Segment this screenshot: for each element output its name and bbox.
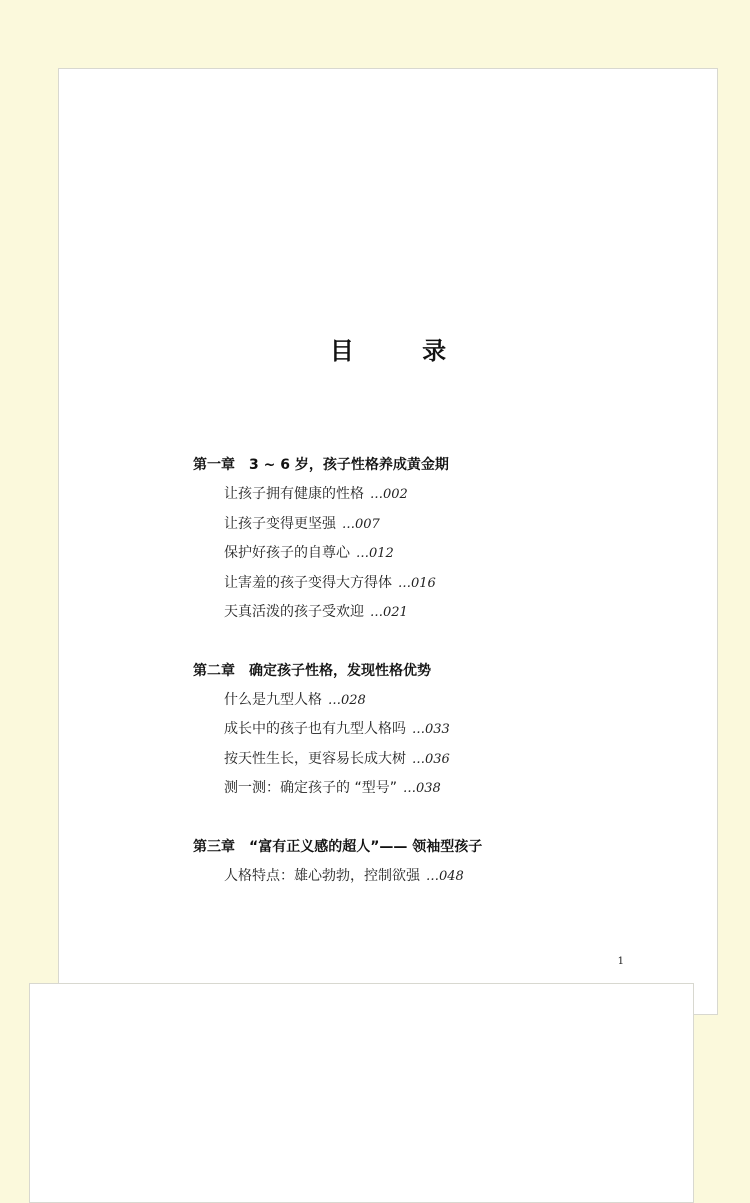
page-number: 1 (617, 956, 624, 967)
document-page (58, 68, 718, 1015)
chapter-number: 第二章 (193, 662, 235, 679)
entry-text: 人格特点：雄心勃勃，控制欲强 (224, 867, 420, 884)
chapter-3 (193, 833, 673, 892)
toc-entry (224, 480, 673, 510)
entry-page: …033 (412, 722, 450, 737)
entry-text: 天真活泼的孩子受欢迎 (224, 604, 364, 620)
entry-page: …038 (402, 781, 441, 796)
entry-text: 成长中的孩子也有九型人格吗 (224, 721, 406, 737)
chapter-heading (193, 833, 673, 862)
entry-text: 保护好孩子的自尊心 (224, 545, 350, 561)
toc-entry (224, 774, 673, 804)
table-of-contents (193, 451, 673, 920)
toc-entry (224, 539, 673, 569)
entry-page: …002 (370, 487, 408, 502)
toc-entry (224, 862, 673, 892)
entry-page: …028 (328, 692, 366, 708)
chapter-title: “富有正义感的超人”—— 领袖型孩子 (249, 838, 483, 855)
entry-text: 什么是九型人格 (224, 691, 322, 708)
toc-entry (224, 715, 673, 745)
toc-entry (224, 745, 673, 775)
chapter-heading (193, 657, 673, 686)
chapter-1 (193, 451, 673, 628)
entry-page: …021 (370, 605, 408, 620)
chapter-number: 第一章 (193, 457, 235, 473)
next-page (29, 983, 694, 1203)
chapter-heading (193, 451, 673, 480)
entry-text: 让害羞的孩子变得大方得体 (224, 574, 392, 591)
toc-entry (224, 598, 673, 628)
entry-page: …036 (412, 751, 450, 767)
entry-text: 让孩子变得更坚强 (224, 515, 336, 532)
chapter-title: 3 ~ 6 岁，孩子性格养成黄金期 (249, 457, 449, 473)
toc-entry (224, 510, 673, 540)
entry-page: …012 (356, 546, 394, 561)
toc-entry (224, 686, 673, 716)
chapter-title: 确定孩子性格，发现性格优势 (249, 662, 431, 679)
entry-text: 按天性生长，更容易长成大树 (224, 750, 406, 767)
entry-page: …007 (342, 516, 380, 532)
chapter-2 (193, 657, 673, 804)
entry-text: 测一测：确定孩子的 “型号” (224, 780, 397, 796)
chapter-number: 第三章 (193, 838, 235, 855)
toc-entry (224, 569, 673, 599)
entry-page: …016 (398, 575, 436, 591)
entry-page: …048 (426, 868, 464, 884)
toc-title: 目 录 (329, 336, 477, 365)
entry-text: 让孩子拥有健康的性格 (224, 486, 364, 502)
